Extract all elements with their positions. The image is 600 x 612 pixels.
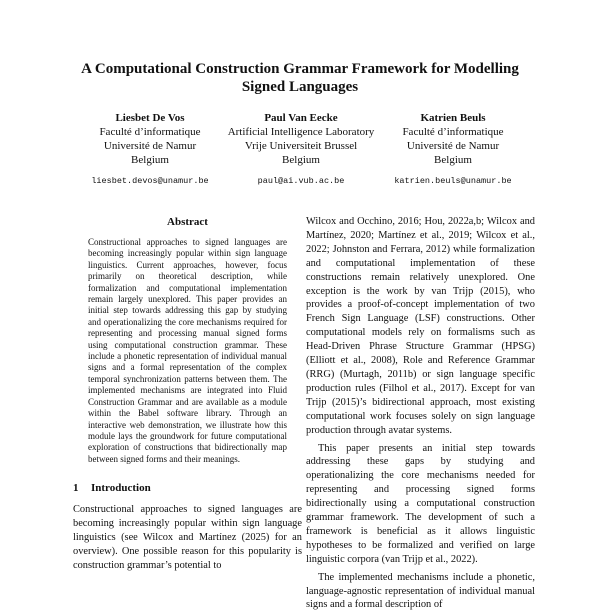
section-heading-introduction xyxy=(73,481,302,495)
author-3 xyxy=(353,111,553,188)
body-paragraph: Wilcox and Occhino, 2016; Hou, 2022a,b; Wilcox and Martínez, 2020; Martínez et al., 2019; Wilcox et al., 2022; Johnston and Ferrara, 2012) while formalization and computational implementation of these constructions remain relatively unexplored. One exception is the work by van Trijp (2015), who provides a proof-of-concept implementation of two French Sign Language (LSF) constructions. Other computational models rely on formalisms such as Head-Driven Phrase Structure Grammar (HPSG) (Elliott et al., 2008), Role and Reference Grammar (RRG) (Murtagh, 2011b) or sign language specific production rules (Filhol et al., 2017). Except for van Trijp (2015)’s bidirectional approach, most existing computational work focuses solely on sign language production through avatar systems. xyxy=(306,216,535,436)
author-affiliation-line: Belgium xyxy=(282,154,320,166)
introduction-paragraph: Constructional approaches to signed languages are becoming increasingly popular within sign language linguistics (see Wilcox and Martínez (2025) for an overview). One possible reason for this popularity is construction grammar’s potential to xyxy=(73,504,302,571)
abstract-text: Constructional approaches to signed languages are becoming increasingly popular within sign language linguistics. Current approaches, however, focus primarily on theoretical description, while formalization and computational implementation remain largely unexplored. This paper provides an initial step towards addressing this gap by studying and operationalizing the core mechanisms required for representing and processing manual signed forms using computational construction grammar. These include a phonetic representation of individual manual signs and a formal representation of the complex temporal synchronization patterns between them. The implemented mechanisms are integrated into Fluid Construction Grammar and are available as a module within the Babel software library. Through an interactive web demonstration, we illustrate how this module lays the groundwork for future computational exploration of constructions that bidirectionally map between signed forms and their meanings. xyxy=(88,237,287,464)
author-affiliation-line: Belgium xyxy=(131,154,169,166)
author-email: paul@ai.vub.ac.be xyxy=(257,176,345,186)
section-title: Introduction xyxy=(91,482,151,495)
author-affiliation-line: Faculté d’informatique xyxy=(99,126,201,138)
author-email: liesbet.devos@unamur.be xyxy=(91,176,209,186)
right-column xyxy=(306,215,535,612)
section-number: 1 xyxy=(73,482,79,495)
author-affiliation-line: Vrije Universiteit Brussel xyxy=(244,140,358,152)
body-paragraph: The implemented mechanisms include a phonetic, language-agnostic representation of individual manual signs and a formal description of xyxy=(306,571,535,611)
author-name: Liesbet De Vos xyxy=(115,112,185,124)
author-email: katrien.beuls@unamur.be xyxy=(394,176,512,186)
author-affiliation-line: Belgium xyxy=(434,154,472,166)
body-paragraph: This paper presents an initial step towards addressing these gaps by studying and operationalizing the core mechanisms needed for representing and processing signed forms bidirectionally using a computational construction grammar framework. The development of such a framework is beneficial as it allows linguistic hypotheses to be formalized and verified on large linguistic corpora (van Trijp et al., 2022). xyxy=(306,442,535,565)
author-affiliation-line: Université de Namur xyxy=(103,140,197,152)
left-column xyxy=(73,215,302,573)
author-affiliation-line: Université de Namur xyxy=(406,140,500,152)
author-affiliation-line: Faculté d’informatique xyxy=(402,126,504,138)
paper-title: A Computational Construction Grammar Framework for Modelling Signed Languages xyxy=(81,61,519,95)
author-affiliation-line: Artificial Intelligence Laboratory xyxy=(227,126,375,138)
author-name: Katrien Beuls xyxy=(420,112,486,124)
abstract-heading: Abstract xyxy=(167,216,208,228)
author-name: Paul Van Eecke xyxy=(264,112,338,124)
